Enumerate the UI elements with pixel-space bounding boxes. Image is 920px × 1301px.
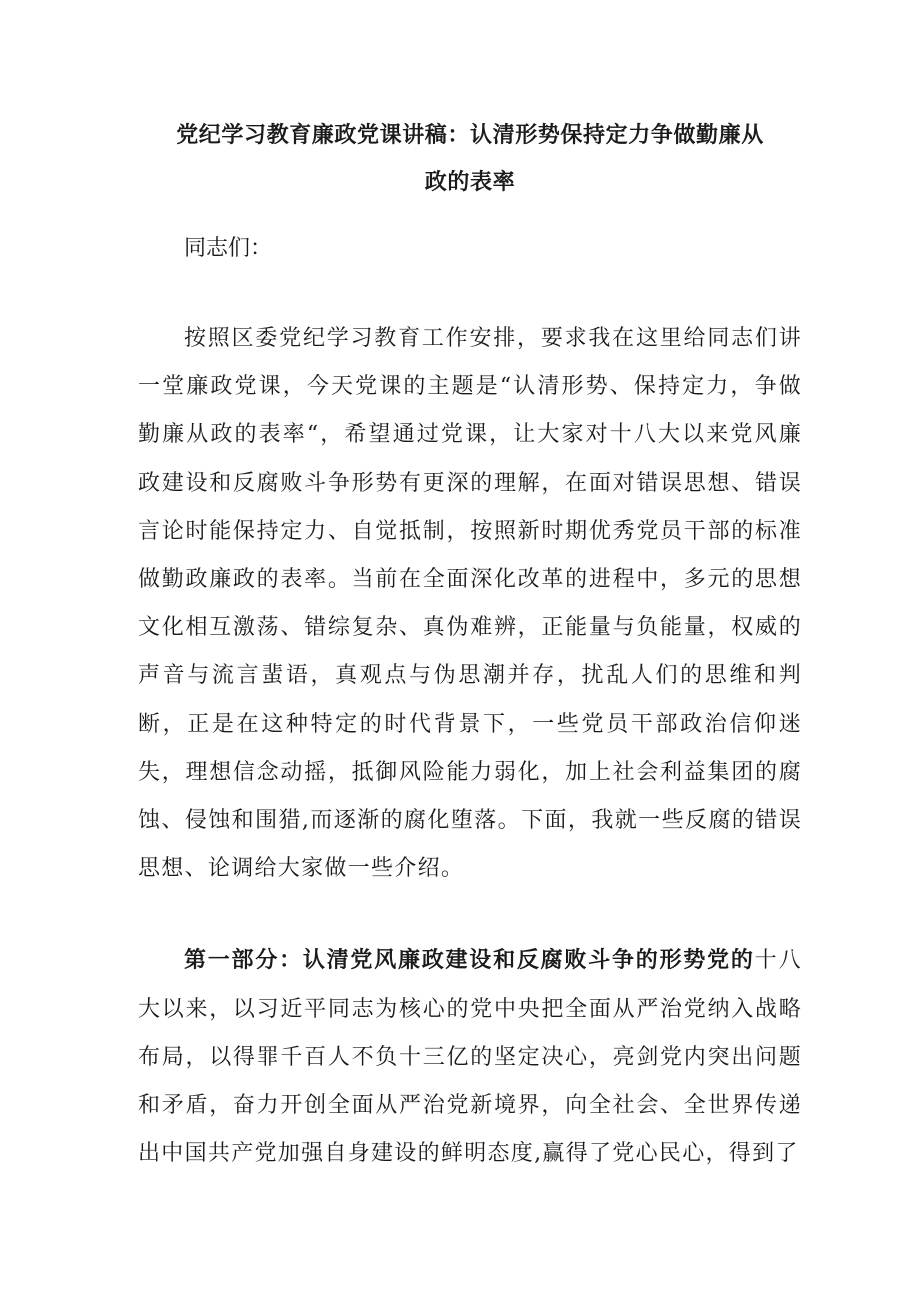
section-1-text: 十八大以来，以习近平同志为核心的党中央把全面从严治党纳入战略布局，以得罪千百人不负十三亿的坚定决心，亮剑党内突出问题和矛盾，奋力开创全面从严治党新境界，向全社会、全世界传递出中国共产党加强自身建设的鲜明态度,赢得了党心民心，得到了 bbox=[138, 948, 802, 1167]
title-line-1: 党纪学习教育廉政党课讲稿：认清形势保持定力争做勤廉从 bbox=[176, 123, 764, 148]
title-line-2: 政的表率 bbox=[424, 170, 516, 195]
section-1-paragraph bbox=[138, 937, 802, 1178]
document-title bbox=[138, 112, 802, 206]
salutation: 同志们： bbox=[184, 236, 273, 261]
intro-paragraph: 按照区委党纪学习教育工作安排，要求我在这里给同志们讲一堂廉政党课，今天党课的主题是“认清形势、保持定力，争做勤廉从政的表率“，希望通过党课，让大家对十八大以来党风廉政建设和反腐败斗争形势有更深的理解，在面对错误思想、错误言论时能保持定力、自觉抵制，按照新时期优秀党员干部的标准做勤政廉政的表率。当前在全面深化改革的进程中，多元的思想文化相互激荡、错综复杂、真伪难辨，正能量与负能量，权威的声音与流言蜚语，真观点与伪思潮并存，扰乱人们的思维和判断，正是在这种特定的时代背景下，一些党员干部政治信仰迷失，理想信念动摇，抵御风险能力弱化，加上社会利益集团的腐蚀、侵蚀和围猎,而逐渐的腐化堕落。下面，我就一些反腐的错误思想、论调给大家做一些介绍。 bbox=[138, 326, 802, 882]
section-1-heading: 第一部分：认清党风廉政建设和反腐败斗争的形势党的 bbox=[184, 948, 755, 974]
